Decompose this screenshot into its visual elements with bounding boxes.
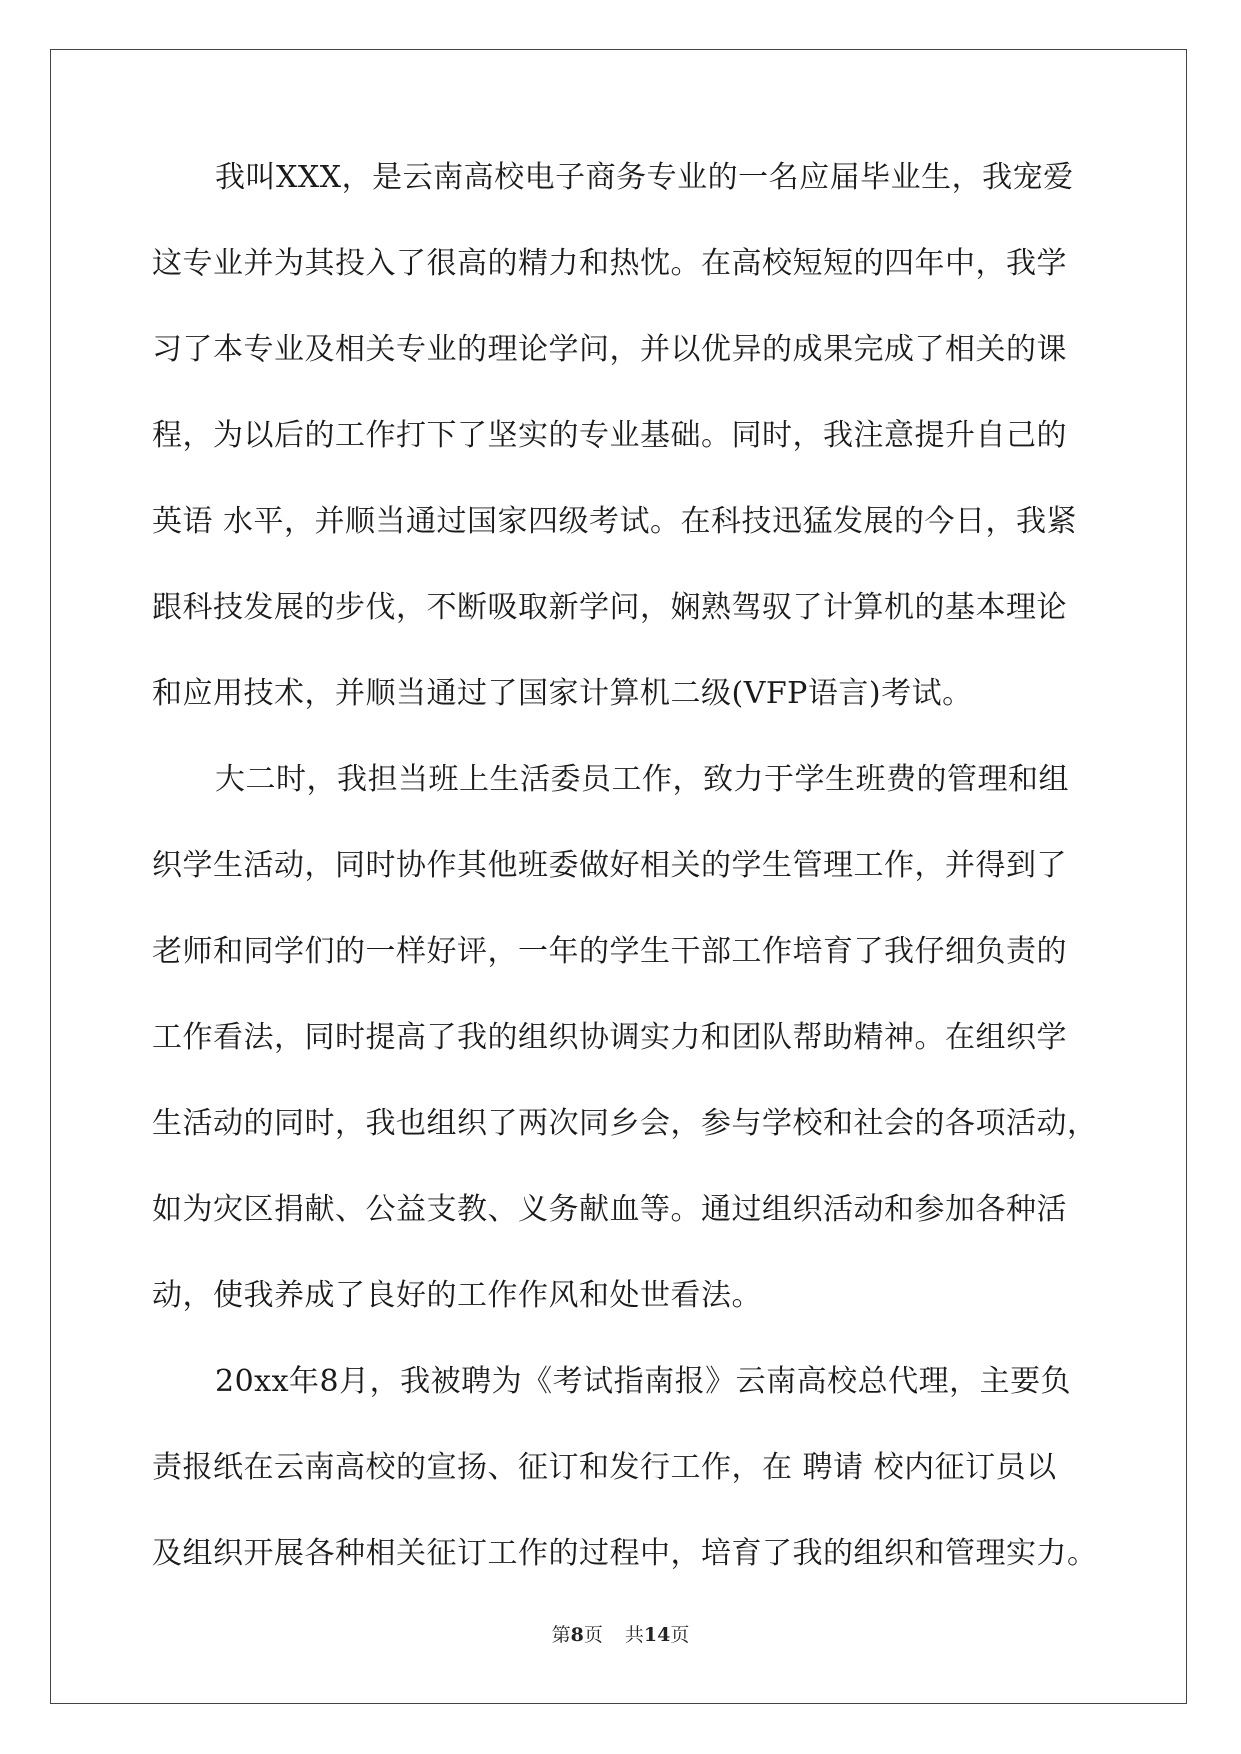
text-line: 及组织开展各种相关征订工作的过程中，培育了我的组织和管理实力。 <box>152 1536 1098 1571</box>
page-current: 8 <box>570 1624 584 1646</box>
text-line: 老师和同学们的一样好评，一年的学生干部工作培育了我仔细负责的 <box>152 934 1067 969</box>
page-prefix: 第 <box>551 1624 571 1646</box>
text-line: 工作看法，同时提高了我的组织协调实力和团队帮助精神。在组织学 <box>152 1020 1067 1055</box>
total-prefix: 共 <box>624 1624 644 1646</box>
text-line: 责报纸在云南高校的宣扬、征订和发行工作，在 聘请 校内征订员以 <box>152 1450 1057 1485</box>
text-line: 这专业并为其投入了很高的精力和热忱。在高校短短的四年中，我学 <box>152 246 1067 281</box>
page-footer <box>0 1620 1241 1647</box>
text-line: 习了本专业及相关专业的理论学问，并以优异的成果完成了相关的课 <box>152 332 1067 367</box>
text-line: 我叫XXX，是云南高校电子商务专业的一名应届毕业生，我宠爱 <box>215 160 1074 195</box>
paragraph-2 <box>152 760 1098 1362</box>
text-line: 20xx年8月，我被聘为《考试指南报》云南高校总代理，主要负 <box>215 1364 1072 1399</box>
text-line: 如为灾区捐献、公益支教、义务献血等。通过组织活动和参加各种活 <box>152 1192 1067 1227</box>
text-line: 和应用技术，并顺当通过了国家计算机二级(VFP语言)考试。 <box>152 676 973 711</box>
text-line: 生活动的同时，我也组织了两次同乡会，参与学校和社会的各项活动， <box>152 1106 1098 1141</box>
paragraph-1 <box>152 158 1092 760</box>
text-line: 程，为以后的工作打下了坚实的专业基础。同时，我注意提升自己的 <box>152 418 1067 453</box>
text-line: 动，使我养成了良好的工作作风和处世看法。 <box>152 1278 762 1313</box>
page-suffix: 页 <box>583 1624 603 1646</box>
total-suffix: 页 <box>670 1624 690 1646</box>
text-line: 织学生活动，同时协作其他班委做好相关的学生管理工作，并得到了 <box>152 848 1067 883</box>
text-line: 跟科技发展的步伐，不断吸取新学问，娴熟驾驭了计算机的基本理论 <box>152 590 1067 625</box>
paragraph-3 <box>152 1362 1098 1620</box>
document-body <box>152 158 1098 1620</box>
text-line: 大二时，我担当班上生活委员工作，致力于学生班费的管理和组 <box>215 762 1069 797</box>
text-line: 英语 水平，并顺当通过国家四级考试。在科技迅猛发展的今日，我紧 <box>152 504 1078 539</box>
page-total: 14 <box>643 1624 671 1646</box>
